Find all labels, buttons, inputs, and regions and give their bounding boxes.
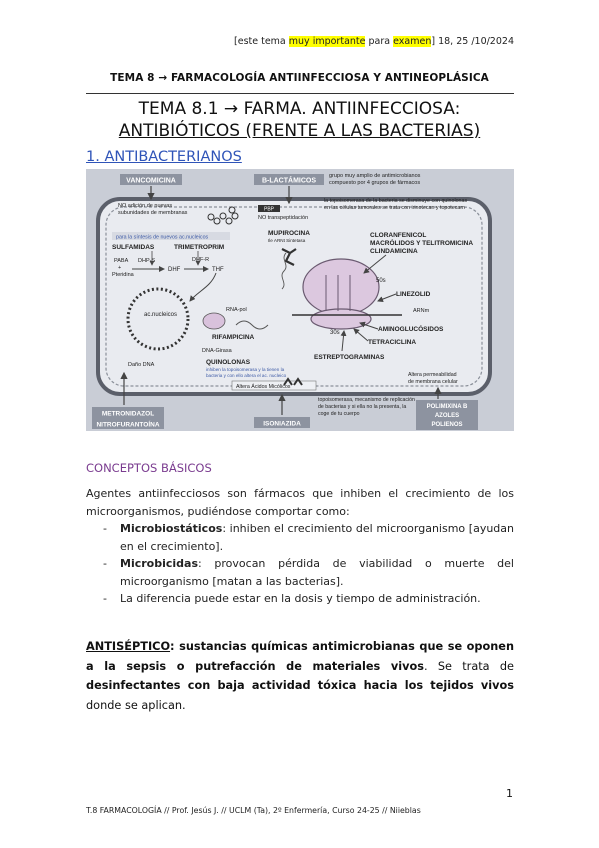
svg-text:DHP-S: DHP-S — [138, 258, 156, 264]
svg-text:subunidades de membranas: subunidades de membranas — [118, 210, 188, 216]
svg-text:DNA-Girasa: DNA-Girasa — [202, 348, 232, 354]
svg-text:MUPIROCINA: MUPIROCINA — [268, 230, 310, 237]
exam-note: [este tema muy importante para examen] 18, 25 /10/2024 — [234, 36, 514, 47]
page-footer: T.8 FARMACOLOGÍA // Prof. Jesús J. // UCLM (Ta), 2º Enfermería, Curso 24-25 // Niieblas — [86, 806, 421, 815]
svg-text:METRONIDAZOL: METRONIDAZOL — [101, 410, 155, 418]
svg-text:RNA-pol: RNA-pol — [226, 307, 247, 313]
svg-text:50s: 50s — [376, 278, 386, 284]
svg-text:ARNm: ARNm — [413, 308, 430, 314]
rna-polymerase — [203, 313, 225, 329]
svg-text:RIFAMPICINA: RIFAMPICINA — [212, 334, 255, 341]
svg-text:MACRÓLIDOS Y TELITROMICINA: MACRÓLIDOS Y TELITROMICINA — [370, 240, 474, 247]
svg-text:Altera permeabilidad: Altera permeabilidad — [408, 372, 457, 378]
svg-text:NITROFURANTOÍNA: NITROFURANTOÍNA — [96, 421, 160, 429]
svg-text:para la síntesis de nuevos ac.: para la síntesis de nuevos ac.nucleicos — [116, 234, 209, 241]
svg-text:POLIMIXINA B: POLIMIXINA B — [426, 404, 468, 410]
svg-text:LINEZOLID: LINEZOLID — [396, 291, 431, 298]
svg-text:compuesto por 4 grupos de fárm: compuesto por 4 grupos de fármacos — [329, 180, 421, 186]
svg-text:TETRACICLINA: TETRACICLINA — [368, 339, 417, 346]
topic-title-line1: TEMA 8.1 → FARMA. ANTIINFECCIOSA: — [138, 99, 461, 119]
svg-text:Ile ARNt Sintetasa: Ile ARNt Sintetasa — [268, 238, 306, 243]
svg-text:grupo muy amplio de antimicrob: grupo muy amplio de antimicrobianos — [329, 173, 421, 179]
ribosome-30s — [311, 309, 371, 329]
cell-wall — [98, 199, 490, 394]
highlight-examen: examen — [393, 36, 432, 47]
svg-text:ISONIAZIDA: ISONIAZIDA — [263, 420, 301, 428]
section-heading-antibacterianos: 1. ANTIBACTERIANOS — [86, 149, 242, 165]
svg-text:de bacterias y si ella no la p: de bacterias y si ella no la presenta, la — [318, 404, 407, 410]
svg-text:THF: THF — [212, 267, 224, 273]
svg-text:SULFAMIDAS: SULFAMIDAS — [112, 244, 155, 251]
svg-text:Pteridina: Pteridina — [112, 272, 134, 278]
page-number: 1 — [506, 787, 513, 800]
antibacterial-mechanisms-figure — [86, 169, 514, 431]
svg-text:NO adición de nuevas: NO adición de nuevas — [118, 203, 173, 209]
term-microbicidas: Microbicidas — [120, 557, 198, 570]
svg-text:QUINOLONAS: QUINOLONAS — [206, 359, 251, 366]
svg-text:Altera Ácidos Micólicos: Altera Ácidos Micólicos — [236, 384, 291, 390]
svg-text:bacteria y con ello altera el: bacteria y con ello altera el ac. nucleico — [206, 373, 287, 378]
vancomicina-label — [120, 174, 182, 185]
svg-text:TRIMETROPRIM: TRIMETROPRIM — [174, 244, 225, 251]
svg-text:+: + — [118, 265, 122, 271]
svg-text:PBP: PBP — [263, 206, 275, 213]
svg-text:en las células tumorales se tr: en las células tumorales se trata con irinotecan y topotecam — [324, 205, 465, 211]
intro-paragraph: Agentes antiinfecciosos son fármacos que inhiben el crecimiento de los microorganismos, pudiéndose comportar como: — [86, 487, 514, 518]
svg-text:AMINOGLUCÓSIDOS: AMINOGLUCÓSIDOS — [378, 326, 444, 333]
bullet-diferencia: - La diferencia puede estar en la dosis y tiempo de administración. — [103, 592, 481, 605]
svg-text:inhiben la topoisomerasa y la: inhiben la topoisomerasa y la tienen la — [206, 367, 285, 372]
svg-text:topoisomerasa, mecanismo de re: topoisomerasa, mecanismo de replicación — [318, 397, 415, 403]
ribosome-50s — [303, 259, 379, 315]
svg-text:la topoisomerasa de la bacteri: la topoisomerasa de la bacteria se disminuye con quinolonas — [324, 198, 468, 204]
svg-text:POLIENOS: POLIENOS — [431, 422, 463, 428]
term-microbiostaticos: Microbiostáticos — [120, 522, 223, 535]
svg-text:ESTREPTOGRAMINAS: ESTREPTOGRAMINAS — [314, 354, 385, 361]
svg-text:CLORANFENICOL: CLORANFENICOL — [370, 232, 427, 239]
svg-text:de membrana celular: de membrana celular — [408, 379, 458, 385]
svg-text:CLINDAMICINA: CLINDAMICINA — [370, 248, 418, 255]
bullet-microbiostaticos: - Microbiostáticos: inhiben el crecimiento del microorganismo [ayudan en el crecimiento]. — [103, 522, 514, 553]
topic-title-line2: ANTIBIÓTICOS (FRENTE A LAS BACTERIAS) — [118, 121, 481, 141]
svg-text:Daño DNA: Daño DNA — [128, 362, 155, 368]
svg-text:AZOLES: AZOLES — [434, 413, 460, 419]
chapter-heading: TEMA 8 → FARMACOLOGÍA ANTIINFECCIOSA Y ANTINEOPLÁSICA — [110, 72, 489, 84]
concepts-heading: CONCEPTOS BÁSICOS — [86, 461, 212, 475]
svg-text:VANCOMICINA: VANCOMICINA — [126, 177, 176, 185]
svg-text:PABA: PABA — [114, 258, 129, 264]
antiseptic-definition: ANTISÉPTICO: sustancias químicas antimicrobianas que se oponen a la sepsis o putrefacción de materiales vivos. Se trata de desinfectantes con baja actividad tóxica hacia los tejidos vivos donde se aplican. — [86, 640, 514, 712]
svg-text:NO transpeptidación: NO transpeptidación — [258, 215, 309, 221]
svg-text:DHF: DHF — [168, 267, 181, 273]
b-lactamicos-label — [254, 174, 324, 185]
svg-text:30s: 30s — [330, 330, 340, 336]
chapter-divider — [86, 93, 514, 94]
svg-text:DHF-R: DHF-R — [192, 257, 210, 263]
highlight-muy-importante: muy importante — [288, 36, 366, 47]
svg-text:coge de tu cuerpo: coge de tu cuerpo — [318, 411, 360, 417]
bullet-microbicidas: - Microbicidas: provocan pérdida de viabilidad o muerte del microorganismo [matan a las bacterias]. — [103, 557, 514, 588]
antiseptic-term: ANTISÉPTICO — [86, 640, 171, 653]
svg-text:ac.nucleicos: ac.nucleicos — [144, 312, 178, 318]
svg-text:B-LACTÁMICOS: B-LACTÁMICOS — [261, 177, 317, 185]
